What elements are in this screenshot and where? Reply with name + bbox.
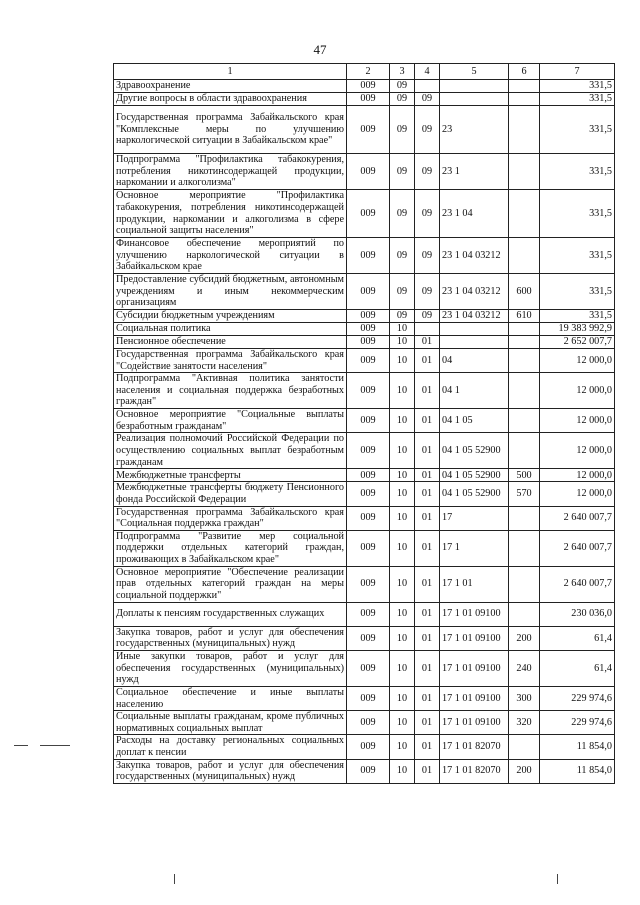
row-target-code: 17 1 01 09100	[440, 650, 509, 686]
row-ministry-code: 009	[347, 310, 390, 323]
row-target-code: 17 1 01	[440, 566, 509, 602]
row-ministry-code: 009	[347, 80, 390, 93]
row-subsection-code: 09	[415, 93, 440, 106]
row-subsection-code: 09	[415, 310, 440, 323]
row-amount: 331,5	[540, 238, 615, 274]
page-number: 47	[313, 42, 327, 57]
row-section-code: 10	[390, 336, 415, 349]
table-row	[114, 506, 615, 530]
row-target-code: 23	[440, 106, 509, 154]
table-row	[114, 602, 615, 626]
row-expense-code	[509, 93, 540, 106]
scan-mark-left-2	[40, 745, 70, 746]
table-row	[114, 310, 615, 323]
table-row	[114, 482, 615, 506]
row-ministry-code: 009	[347, 506, 390, 530]
row-expense-code	[509, 506, 540, 530]
row-name: Подпрограмма "Развитие мер социальной поддержки отдельных категорий граждан, проживающих в Забайкальском крае"	[114, 530, 347, 566]
row-section-code: 09	[390, 154, 415, 190]
row-ministry-code: 009	[347, 566, 390, 602]
table-row	[114, 711, 615, 735]
row-amount: 2 640 007,7	[540, 566, 615, 602]
row-target-code: 23 1 04 03212	[440, 274, 509, 310]
row-expense-code: 600	[509, 274, 540, 310]
header-cell-2: 2	[347, 64, 390, 80]
row-ministry-code: 009	[347, 626, 390, 650]
row-target-code: 17 1 01 09100	[440, 711, 509, 735]
row-name: Закупка товаров, работ и услуг для обеспечения государственных (муниципальных) нужд	[114, 626, 347, 650]
row-amount: 2 640 007,7	[540, 530, 615, 566]
row-subsection-code: 01	[415, 530, 440, 566]
row-subsection-code: 01	[415, 759, 440, 783]
table-row	[114, 323, 615, 336]
row-amount: 19 383 992,9	[540, 323, 615, 336]
row-subsection-code	[415, 80, 440, 93]
row-target-code: 04 1 05 52900	[440, 482, 509, 506]
row-amount: 229 974,6	[540, 686, 615, 710]
row-amount: 12 000,0	[540, 469, 615, 482]
scan-mark-bottom-left	[174, 874, 175, 884]
table-row	[114, 274, 615, 310]
row-subsection-code: 01	[415, 650, 440, 686]
row-amount: 331,5	[540, 93, 615, 106]
row-ministry-code: 009	[347, 530, 390, 566]
row-name: Закупка товаров, работ и услуг для обеспечения государственных (муниципальных) нужд	[114, 759, 347, 783]
row-target-code: 17 1 01 09100	[440, 626, 509, 650]
row-target-code	[440, 93, 509, 106]
table-row	[114, 433, 615, 469]
table-row	[114, 566, 615, 602]
row-section-code: 09	[390, 274, 415, 310]
row-name: Социальная политика	[114, 323, 347, 336]
row-name: Другие вопросы в области здравоохранения	[114, 93, 347, 106]
row-section-code: 10	[390, 686, 415, 710]
row-expense-code	[509, 349, 540, 373]
row-subsection-code: 09	[415, 190, 440, 238]
row-subsection-code: 01	[415, 349, 440, 373]
row-subsection-code: 09	[415, 106, 440, 154]
row-name: Государственная программа Забайкальского края "Комплексные меры по улучшению наркологической ситуации в Забайкальском крае"	[114, 106, 347, 154]
row-expense-code: 200	[509, 626, 540, 650]
row-amount: 12 000,0	[540, 482, 615, 506]
header-cell-4: 4	[415, 64, 440, 80]
row-expense-code: 500	[509, 469, 540, 482]
row-name: Межбюджетные трансферты	[114, 469, 347, 482]
row-subsection-code: 09	[415, 238, 440, 274]
row-section-code: 10	[390, 566, 415, 602]
row-section-code: 09	[390, 80, 415, 93]
row-amount: 331,5	[540, 80, 615, 93]
budget-table	[113, 63, 615, 784]
row-section-code: 09	[390, 238, 415, 274]
row-expense-code	[509, 80, 540, 93]
row-ministry-code: 009	[347, 735, 390, 759]
row-name: Иные закупки товаров, работ и услуг для обеспечения государственных (муниципальных) нужд	[114, 650, 347, 686]
row-name: Государственная программа Забайкальского края "Социальная поддержка граждан"	[114, 506, 347, 530]
table-row	[114, 154, 615, 190]
row-name: Субсидии бюджетным учреждениям	[114, 310, 347, 323]
table-row	[114, 80, 615, 93]
row-amount: 12 000,0	[540, 433, 615, 469]
row-name: Основное мероприятие "Социальные выплаты безработным гражданам"	[114, 409, 347, 433]
header-cell-5: 5	[440, 64, 509, 80]
row-amount: 61,4	[540, 626, 615, 650]
row-section-code: 10	[390, 349, 415, 373]
table-row	[114, 626, 615, 650]
row-ministry-code: 009	[347, 759, 390, 783]
row-section-code: 10	[390, 506, 415, 530]
row-target-code: 23 1 04 03212	[440, 310, 509, 323]
row-target-code: 17 1 01 09100	[440, 686, 509, 710]
table-row	[114, 336, 615, 349]
row-amount: 331,5	[540, 274, 615, 310]
row-section-code: 10	[390, 482, 415, 506]
row-name: Подпрограмма "Профилактика табакокурения, потребления никотинсодержащей продукции, наркомании и алкоголизма"	[114, 154, 347, 190]
row-name: Основное мероприятие "Обеспечение реализации прав отдельных категорий граждан на меры социальной поддержки"	[114, 566, 347, 602]
row-target-code: 17 1 01 82070	[440, 735, 509, 759]
row-subsection-code: 01	[415, 373, 440, 409]
row-section-code: 10	[390, 469, 415, 482]
row-subsection-code: 01	[415, 336, 440, 349]
header-cell-6: 6	[509, 64, 540, 80]
row-name: Здравоохранение	[114, 80, 347, 93]
row-expense-code: 610	[509, 310, 540, 323]
row-expense-code	[509, 735, 540, 759]
row-expense-code	[509, 602, 540, 626]
row-subsection-code: 01	[415, 409, 440, 433]
row-amount: 12 000,0	[540, 373, 615, 409]
row-name: Государственная программа Забайкальского края "Содействие занятости населения"	[114, 349, 347, 373]
row-section-code: 10	[390, 759, 415, 783]
row-target-code: 04	[440, 349, 509, 373]
row-ministry-code: 009	[347, 323, 390, 336]
table-row	[114, 373, 615, 409]
row-name: Расходы на доставку региональных социальных доплат к пенсии	[114, 735, 347, 759]
row-ministry-code: 009	[347, 409, 390, 433]
row-expense-code	[509, 190, 540, 238]
row-target-code: 17 1	[440, 530, 509, 566]
row-subsection-code: 01	[415, 626, 440, 650]
row-section-code: 09	[390, 190, 415, 238]
row-ministry-code: 009	[347, 602, 390, 626]
row-name: Финансовое обеспечение мероприятий по улучшению наркологической ситуации в Забайкальском крае	[114, 238, 347, 274]
row-subsection-code: 01	[415, 602, 440, 626]
row-ministry-code: 009	[347, 238, 390, 274]
row-name: Межбюджетные трансферты бюджету Пенсионного фонда Российской Федерации	[114, 482, 347, 506]
row-subsection-code: 01	[415, 469, 440, 482]
header-row	[114, 64, 615, 80]
row-ministry-code: 009	[347, 349, 390, 373]
row-subsection-code: 01	[415, 482, 440, 506]
row-expense-code: 200	[509, 759, 540, 783]
row-target-code: 17	[440, 506, 509, 530]
row-subsection-code: 09	[415, 154, 440, 190]
table-row	[114, 349, 615, 373]
row-expense-code	[509, 433, 540, 469]
row-subsection-code: 01	[415, 686, 440, 710]
row-ministry-code: 009	[347, 686, 390, 710]
row-ministry-code: 009	[347, 336, 390, 349]
table-row	[114, 106, 615, 154]
row-name: Пенсионное обеспечение	[114, 336, 347, 349]
row-target-code: 23 1 04	[440, 190, 509, 238]
row-ministry-code: 009	[347, 190, 390, 238]
row-amount: 331,5	[540, 154, 615, 190]
row-ministry-code: 009	[347, 154, 390, 190]
row-ministry-code: 009	[347, 711, 390, 735]
row-expense-code	[509, 336, 540, 349]
table-row	[114, 735, 615, 759]
row-name: Социальные выплаты гражданам, кроме публичных нормативных социальных выплат	[114, 711, 347, 735]
row-target-code: 17 1 01 09100	[440, 602, 509, 626]
row-expense-code: 320	[509, 711, 540, 735]
row-expense-code	[509, 154, 540, 190]
row-target-code: 04 1	[440, 373, 509, 409]
row-subsection-code: 01	[415, 433, 440, 469]
row-target-code	[440, 80, 509, 93]
row-ministry-code: 009	[347, 469, 390, 482]
row-expense-code: 570	[509, 482, 540, 506]
row-subsection-code: 01	[415, 566, 440, 602]
row-ministry-code: 009	[347, 433, 390, 469]
table-row	[114, 190, 615, 238]
row-amount: 11 854,0	[540, 735, 615, 759]
row-name: Основное мероприятие "Профилактика табакокурения, потребления никотинсодержащей продукции, наркомании и алкоголизма в сфере социальной защиты населения"	[114, 190, 347, 238]
row-subsection-code: 01	[415, 735, 440, 759]
table-row	[114, 530, 615, 566]
table-row	[114, 759, 615, 783]
row-section-code: 10	[390, 433, 415, 469]
row-section-code: 10	[390, 626, 415, 650]
row-ministry-code: 009	[347, 93, 390, 106]
row-target-code: 04 1 05 52900	[440, 469, 509, 482]
row-target-code: 23 1 04 03212	[440, 238, 509, 274]
row-section-code: 10	[390, 650, 415, 686]
header-cell-3: 3	[390, 64, 415, 80]
row-section-code: 10	[390, 530, 415, 566]
row-amount: 12 000,0	[540, 409, 615, 433]
row-expense-code	[509, 530, 540, 566]
row-expense-code	[509, 566, 540, 602]
row-amount: 11 854,0	[540, 759, 615, 783]
row-expense-code	[509, 409, 540, 433]
row-expense-code	[509, 106, 540, 154]
row-name: Социальное обеспечение и иные выплаты населению	[114, 686, 347, 710]
table-row	[114, 686, 615, 710]
row-ministry-code: 009	[347, 106, 390, 154]
row-section-code: 10	[390, 373, 415, 409]
row-expense-code: 300	[509, 686, 540, 710]
row-section-code: 10	[390, 409, 415, 433]
table-row	[114, 409, 615, 433]
table-row	[114, 238, 615, 274]
row-amount: 229 974,6	[540, 711, 615, 735]
row-section-code: 10	[390, 735, 415, 759]
row-section-code: 09	[390, 93, 415, 106]
row-name: Подпрограмма "Активная политика занятости населения и социальная поддержка безработных граждан"	[114, 373, 347, 409]
scan-mark-bottom-right	[557, 874, 558, 884]
row-subsection-code: 01	[415, 506, 440, 530]
row-amount: 12 000,0	[540, 349, 615, 373]
row-name: Доплаты к пенсиям государственных служащих	[114, 602, 347, 626]
row-ministry-code: 009	[347, 650, 390, 686]
row-target-code: 04 1 05	[440, 409, 509, 433]
row-subsection-code: 09	[415, 274, 440, 310]
row-amount: 61,4	[540, 650, 615, 686]
row-expense-code	[509, 373, 540, 409]
row-amount: 2 640 007,7	[540, 506, 615, 530]
row-target-code: 23 1	[440, 154, 509, 190]
row-name: Предоставление субсидий бюджетным, автономным учреждениям и иным некоммерческим организациям	[114, 274, 347, 310]
header-cell-1: 1	[114, 64, 347, 80]
row-section-code: 09	[390, 310, 415, 323]
row-amount: 230 036,0	[540, 602, 615, 626]
row-amount: 2 652 007,7	[540, 336, 615, 349]
header-cell-7: 7	[540, 64, 615, 80]
row-name: Реализация полномочий Российской Федерации по осуществлению социальных выплат безработным гражданам	[114, 433, 347, 469]
row-subsection-code: 01	[415, 711, 440, 735]
scan-mark-left	[14, 745, 28, 746]
row-expense-code	[509, 323, 540, 336]
row-target-code: 04 1 05 52900	[440, 433, 509, 469]
row-section-code: 10	[390, 602, 415, 626]
row-section-code: 10	[390, 711, 415, 735]
table-row	[114, 650, 615, 686]
row-target-code: 17 1 01 82070	[440, 759, 509, 783]
row-section-code: 09	[390, 106, 415, 154]
row-expense-code: 240	[509, 650, 540, 686]
row-amount: 331,5	[540, 190, 615, 238]
row-target-code	[440, 323, 509, 336]
row-ministry-code: 009	[347, 373, 390, 409]
row-subsection-code	[415, 323, 440, 336]
row-ministry-code: 009	[347, 274, 390, 310]
row-amount: 331,5	[540, 106, 615, 154]
row-section-code: 10	[390, 323, 415, 336]
table-row	[114, 93, 615, 106]
row-amount: 331,5	[540, 310, 615, 323]
table-row	[114, 469, 615, 482]
row-expense-code	[509, 238, 540, 274]
row-target-code	[440, 336, 509, 349]
row-ministry-code: 009	[347, 482, 390, 506]
